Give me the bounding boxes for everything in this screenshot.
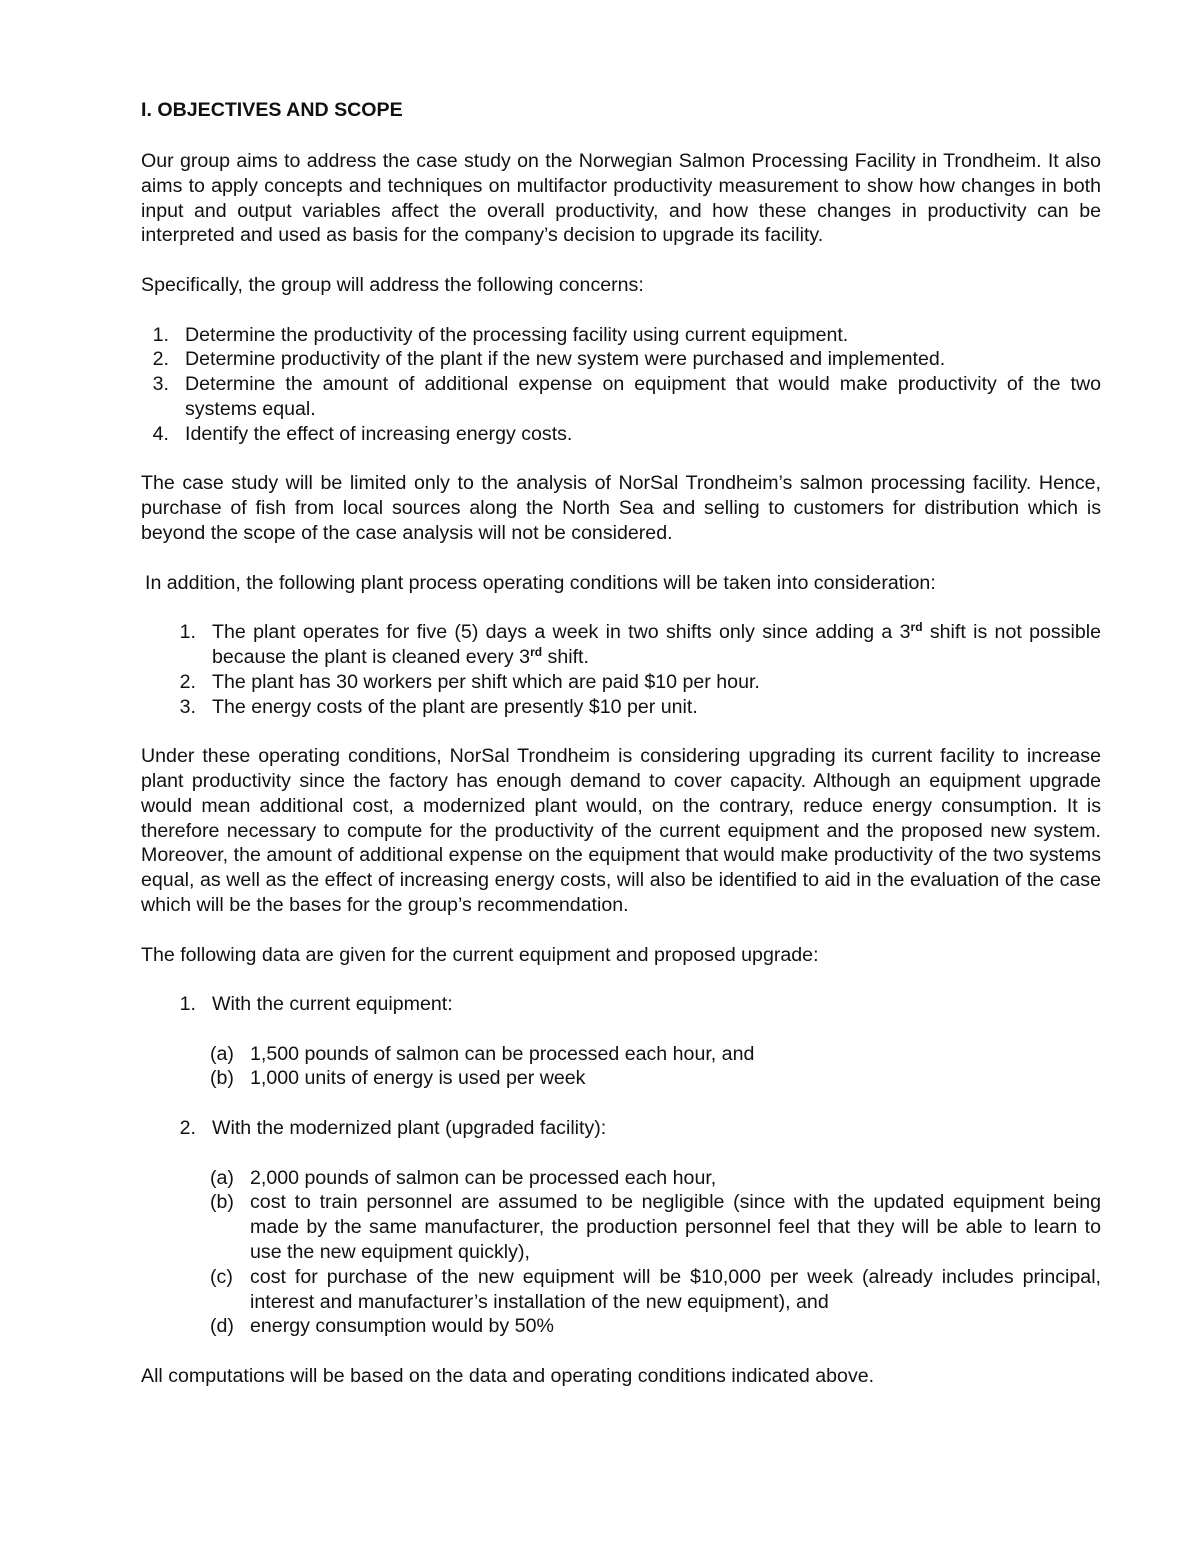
concerns-list [141, 323, 1101, 447]
section-title: I. OBJECTIVES AND SCOPE [141, 99, 403, 121]
list-item: 1. Determine the productivity of the processing facility using current equipment. [152, 323, 849, 346]
analysis-paragraph: Under these operating conditions, NorSal Trondheim is considering upgrading its current facility to increase plant productivity since the factory has enough demand to cover capacity. Although an equipment upgrade would mean additional cost, a modernized plant would, on the contrary, reduce energy consumption. It is therefore necessary to compute for the productivity of the current equipment and the proposed new system. Moreover, the amount of additional expense on the equipment that would make productivity of the two systems equal, as well as the effect of increasing energy costs, will also be identified to aid in the evaluation of the case which will be the bases for the group’s recommendation. [141, 745, 1101, 916]
list-item: (a) 2,000 pounds of salmon can be processed each hour, [210, 1166, 717, 1189]
list-item: 2. The plant has 30 workers per shift which are paid $10 per hour. [179, 670, 760, 693]
document-page [141, 97, 1101, 1389]
data-lead: The following data are given for the current equipment and proposed upgrade: [141, 943, 819, 966]
conditions-list [141, 620, 1101, 719]
list-item: (b) cost to train personnel are assumed to be negligible (since with the updated equipment being made by the same manufacturer, the production personnel feel that they will be able to learn to use the new equipment quickly), [210, 1191, 1101, 1264]
list-item: (d) energy consumption would by 50% [210, 1315, 554, 1338]
conditions-lead: In addition, the following plant process operating conditions will be taken into consideration: [145, 571, 936, 594]
scope-paragraph: The case study will be limited only to the analysis of NorSal Trondheim’s salmon processing facility. Hence, purchase of fish from local sources along the North Sea and selling to customers for distribution which is beyond the scope of the case analysis will not be considered. [141, 472, 1101, 544]
list-item: 1. With the current equipment: [179, 993, 453, 1016]
closing-paragraph: All computations will be based on the data and operating conditions indicated above. [141, 1365, 875, 1388]
intro-paragraph: Our group aims to address the case study on the Norwegian Salmon Processing Facility in Trondheim. It also aims to apply concepts and techniques on multifactor productivity measurement to show how changes in both input and output variables affect the overall productivity, and how these changes in productivity can be interpreted and used as basis for the company’s decision to upgrade its facility. [141, 150, 1101, 247]
list-item: 2. With the modernized plant (upgraded facility): [179, 1117, 607, 1140]
list-item: (b) 1,000 units of energy is used per week [210, 1067, 586, 1090]
list-item: (a) 1,500 pounds of salmon can be processed each hour, and [210, 1042, 755, 1065]
list-item: (c) cost for purchase of the new equipment will be $10,000 per week (already includes principal, interest and manufacturer’s installation of the new equipment), and [210, 1265, 1101, 1313]
concerns-lead: Specifically, the group will address the following concerns: [141, 273, 644, 296]
list-item: 3. The energy costs of the plant are presently $10 per unit. [179, 695, 698, 718]
list-item: 3. Determine the amount of additional expense on equipment that would make productivity of the two systems equal. [152, 373, 1101, 420]
list-item: 2. Determine productivity of the plant if the new system were purchased and implemented. [152, 348, 946, 371]
list-item: 1. The plant operates for five (5) days a week in two shifts only since adding a 3rd shift is not possible because the plant is cleaned every 3rd shift. [179, 620, 1101, 668]
list-item: 4. Identify the effect of increasing energy costs. [152, 422, 573, 445]
